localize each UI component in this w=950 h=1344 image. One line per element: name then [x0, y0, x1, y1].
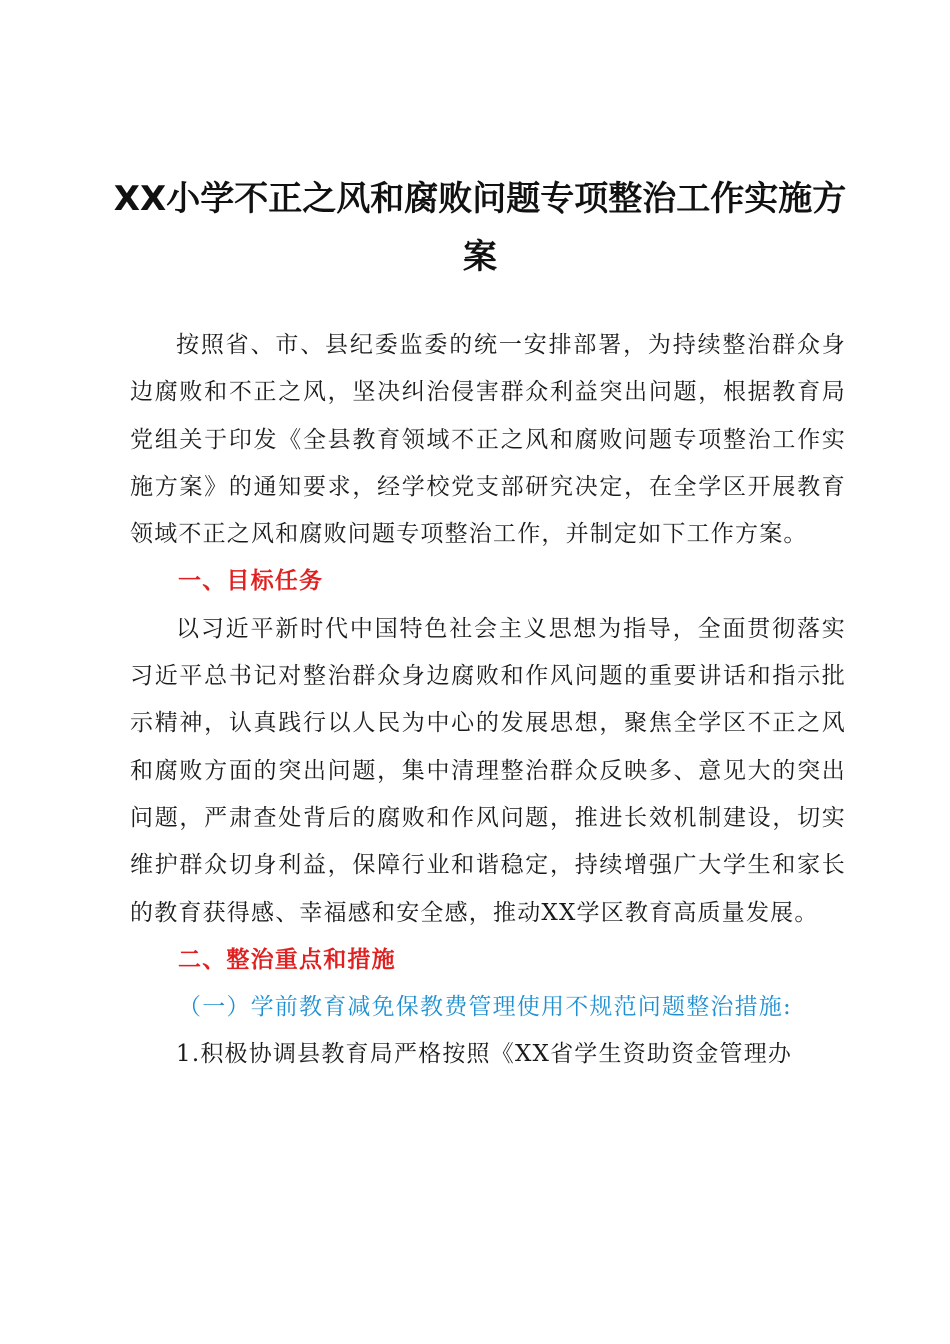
item-1-paragraph: 1.积极协调县教育局严格按照《XX省学生资助资金管理办	[176, 1041, 793, 1068]
goals-paragraph: 以习近平新时代中国特色社会主义思想为指导，全面贯彻落实习近平总书记对整治群众身边腐败和作风问题的重要讲话和指示批示精神，认真践行以人民为中心的发展思想，聚焦全学区不正之风和腐败方面的突出问题，集中清理整治群众反映多、意见大的突出问题，严肃查处背后的腐败和作风问题，推进长效机制建设，切实维护群众切身利益，保障行业和谐稳定，持续增强广大学生和家长的教育获得感、幸福感和安全感，推动XX学区教育高质量发展。	[130, 615, 846, 926]
intro-paragraph: 按照省、市、县纪委监委的统一安排部署，为持续整治群众身边腐败和不正之风，坚决纠治侵害群众利益突出问题，根据教育局党组关于印发《全县教育领域不正之风和腐败问题专项整治工作实施方案》的通知要求，经学校党支部研究决定，在全学区开展教育领域不正之风和腐败问题专项整治工作，并制定如下工作方案。	[130, 332, 846, 548]
section-heading-measures: 二、整治重点和措施	[178, 946, 396, 973]
document-title: XX小学不正之风和腐败问题专项整治工作实施方案	[113, 179, 847, 277]
document-body	[130, 322, 846, 1079]
section-heading-goals: 一、目标任务	[178, 568, 324, 595]
subsection-heading-preschool: （一）学前教育减免保教费管理使用不规范问题整治措施:	[178, 994, 792, 1021]
